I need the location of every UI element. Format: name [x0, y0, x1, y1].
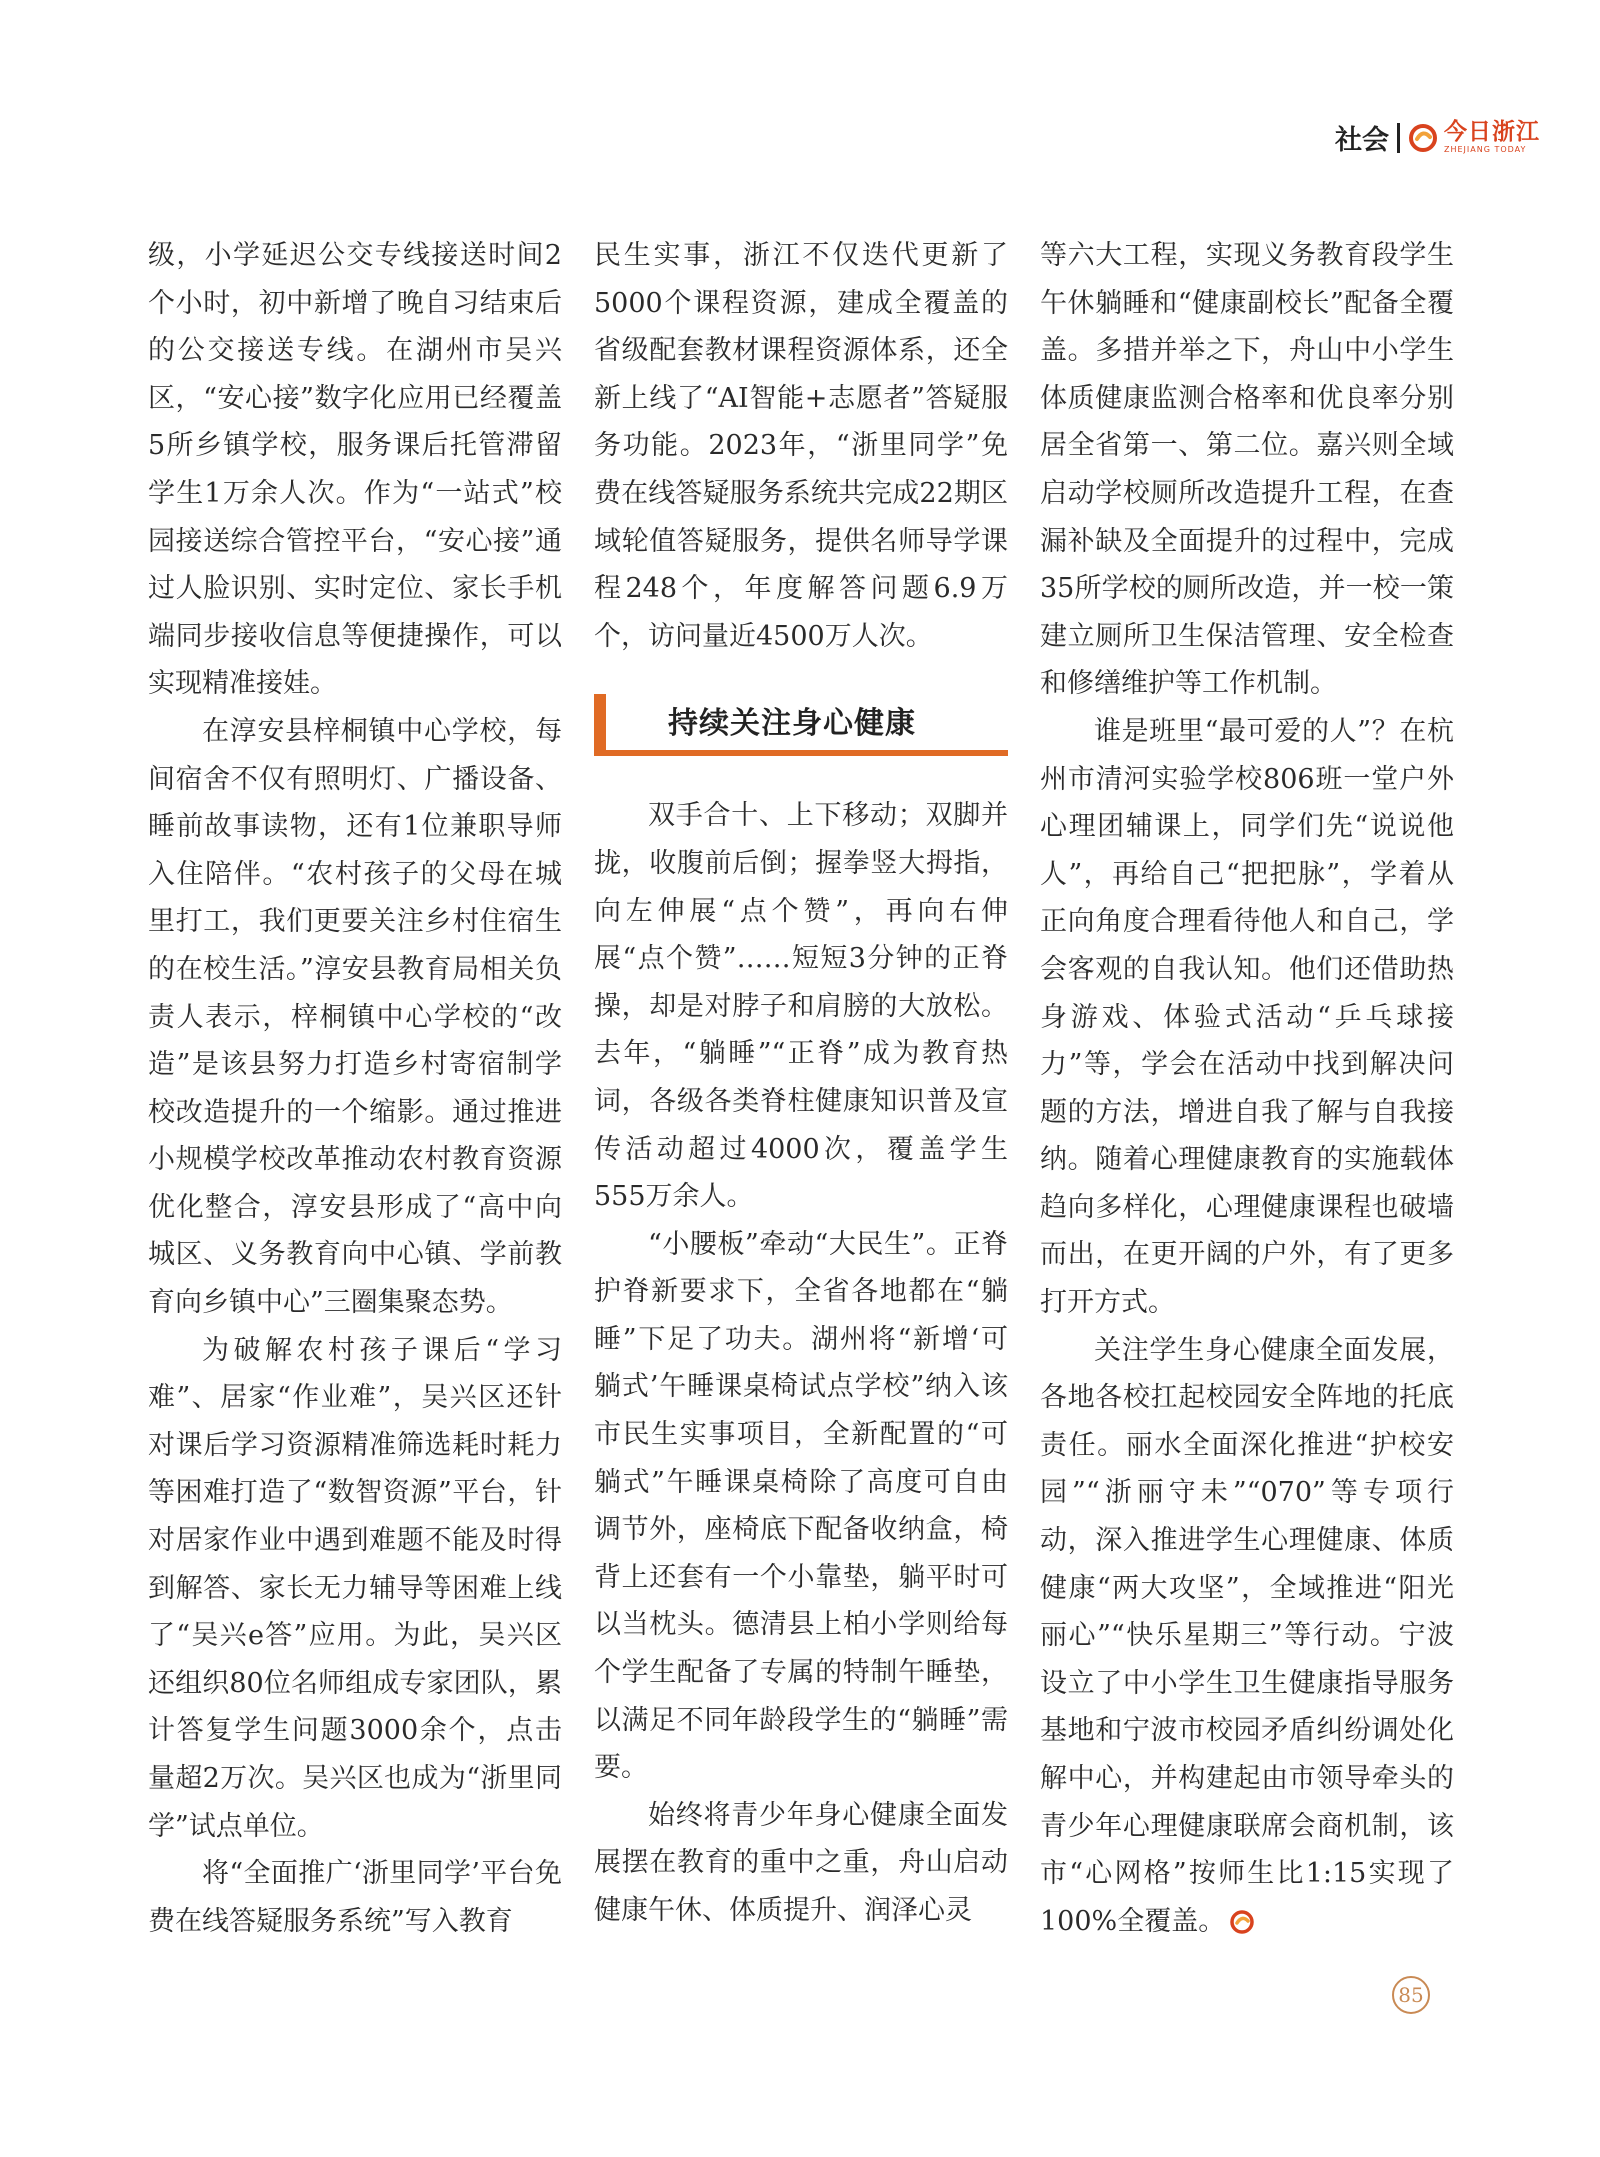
text-column-1	[148, 232, 562, 1945]
article-end-icon	[1229, 1909, 1255, 1935]
page-header	[1335, 118, 1540, 157]
paragraph: 在淳安县梓桐镇中心学校，每间宿舍不仅有照明灯、广播设备、睡前故事读物，还有1位兼职导师入住陪伴。“农村孩子的父母在城里打工，我们更要关注乡村住宿生的在校生活。”淳安县教育局相关负责人表示，梓桐镇中心学校的“改造”是该县努力打造乡村寄宿制学校改造提升的一个缩影。通过推进小规模学校改革推动农村教育资源优化整合，淳安县形成了“高中向城区、义务教育向中心镇、学前教育向乡镇中心”三圈集聚态势。	[148, 715, 562, 1319]
paragraph: 双手合十、上下移动；双脚并拢，收腹前后倒；握拳竖大拇指，向左伸展“点个赞”，再向右伸展“点个赞”……短短3分钟的正脊操，却是对脖子和肩膀的大放松。去年，“躺睡”“正脊”成为教育热词，各级各类脊柱健康知识普及宣传活动超过4000次，覆盖学生555万余人。	[594, 800, 1008, 1213]
paragraph: 民生实事，浙江不仅迭代更新了5000个课程资源，建成全覆盖的省级配套教材课程资源体系，还全新上线了“AI智能+志愿者”答疑服务功能。2023年，“浙里同学”免费在线答疑服务系统共完成22期区域轮值答疑服务，提供名师导学课程248个，年度解答问题6.9万个，访问量近4500万人次。	[594, 240, 1008, 652]
logo-swirl-icon	[1408, 123, 1438, 153]
text-column-2	[594, 232, 1008, 1935]
paragraph: 级，小学延迟公交专线接送时间2个小时，初中新增了晚自习结束后的公交接送专线。在湖州市吴兴区，“安心接”数字化应用已经覆盖5所乡镇学校，服务课后托管滞留学生1万余人次。作为“一站式”校园接送综合管控平台，“安心接”通过人脸识别、实时定位、家长手机端同步接收信息等便捷操作，可以实现精准接娃。	[148, 240, 562, 700]
paragraph: 等六大工程，实现义务教育段学生午休躺睡和“健康副校长”配备全覆盖。多措并举之下，舟山中小学生体质健康监测合格率和优良率分别居全省第一、第二位。嘉兴则全域启动学校厕所改造提升工程，在查漏补缺及全面提升的过程中，完成35所学校的厕所改造，并一校一策建立厕所卫生保洁管理、安全检查和修缮维护等工作机制。	[1040, 240, 1454, 700]
section-subheading	[594, 694, 1008, 756]
logo-english-text: ZHEJIANG TODAY	[1444, 145, 1527, 154]
magazine-logo	[1408, 121, 1540, 154]
subheading-text: 持续关注身心健康	[668, 706, 916, 742]
paragraph: 始终将青少年身心健康全面发展摆在教育的重中之重，舟山启动健康午休、体质提升、润泽心灵	[594, 1799, 1008, 1926]
header-divider	[1397, 123, 1400, 153]
paragraph: 将“全面推广‘浙里同学’平台免费在线答疑服务系统”写入教育	[148, 1858, 562, 1937]
paragraph	[1040, 1327, 1454, 1946]
paragraph: 谁是班里“最可爱的人”？在杭州市清河实验学校806班一堂户外心理团辅课上，同学们先“说说他人”，再给自己“把把脉”，学着从正向角度合理看待他人和自己，学会客观的自我认知。他们还借助热身游戏、体验式活动“乒乓球接力”等，学会在活动中找到解决问题的方法，增进自我了解与自我接纳。随着心理健康教育的实施载体趋向多样化，心理健康课程也破墙而出，在更开阔的户外，有了更多打开方式。	[1040, 715, 1454, 1319]
text-column-3	[1040, 232, 1454, 1945]
section-label: 社会	[1335, 125, 1389, 156]
paragraph: “小腰板”牵动“大民生”。正脊护脊新要求下，全省各地都在“躺睡”下足了功夫。湖州将“新增‘可躺式’午睡课桌椅试点学校”纳入该市民生实事项目，全新配置的“可躺式”午睡课桌椅除了高度可自由调节外，座椅底下配备收纳盒，椅背上还套有一个小靠垫，躺平时可以当枕头。德清县上柏小学则给每个学生配备了专属的特制午睡垫，以满足不同年龄段学生的“躺睡”需要。	[594, 1228, 1008, 1784]
logo-chinese-text: 今日浙江	[1444, 119, 1540, 145]
paragraph: 为破解农村孩子课后“学习难”、居家“作业难”，吴兴区还针对课后学习资源精准筛选耗时耗力等困难打造了“数智资源”平台，针对居家作业中遇到难题不能及时得到解答、家长无力辅导等困难上线了“吴兴e答”应用。为此，吴兴区还组织80位名师组成专家团队，累计答复学生问题3000余个，点击量超2万次。吴兴区也成为“浙里同学”试点单位。	[148, 1334, 562, 1842]
page-number: 85	[1392, 1976, 1430, 2014]
paragraph-text: 关注学生身心健康全面发展，各地各校扛起校园安全阵地的托底责任。丽水全面深化推进“护校安园”“浙丽守未”“070”等专项行动，深入推进学生心理健康、体质健康“两大攻坚”，全域推进“阳光丽心”“快乐星期三”等行动。宁波设立了中小学生卫生健康指导服务基地和宁波市校园矛盾纠纷调处化解中心，并构建起由市领导牵头的青少年心理健康联席会商机制，该市“心网格”按师生比1:15实现了100%全覆盖。	[1040, 1334, 1454, 1937]
